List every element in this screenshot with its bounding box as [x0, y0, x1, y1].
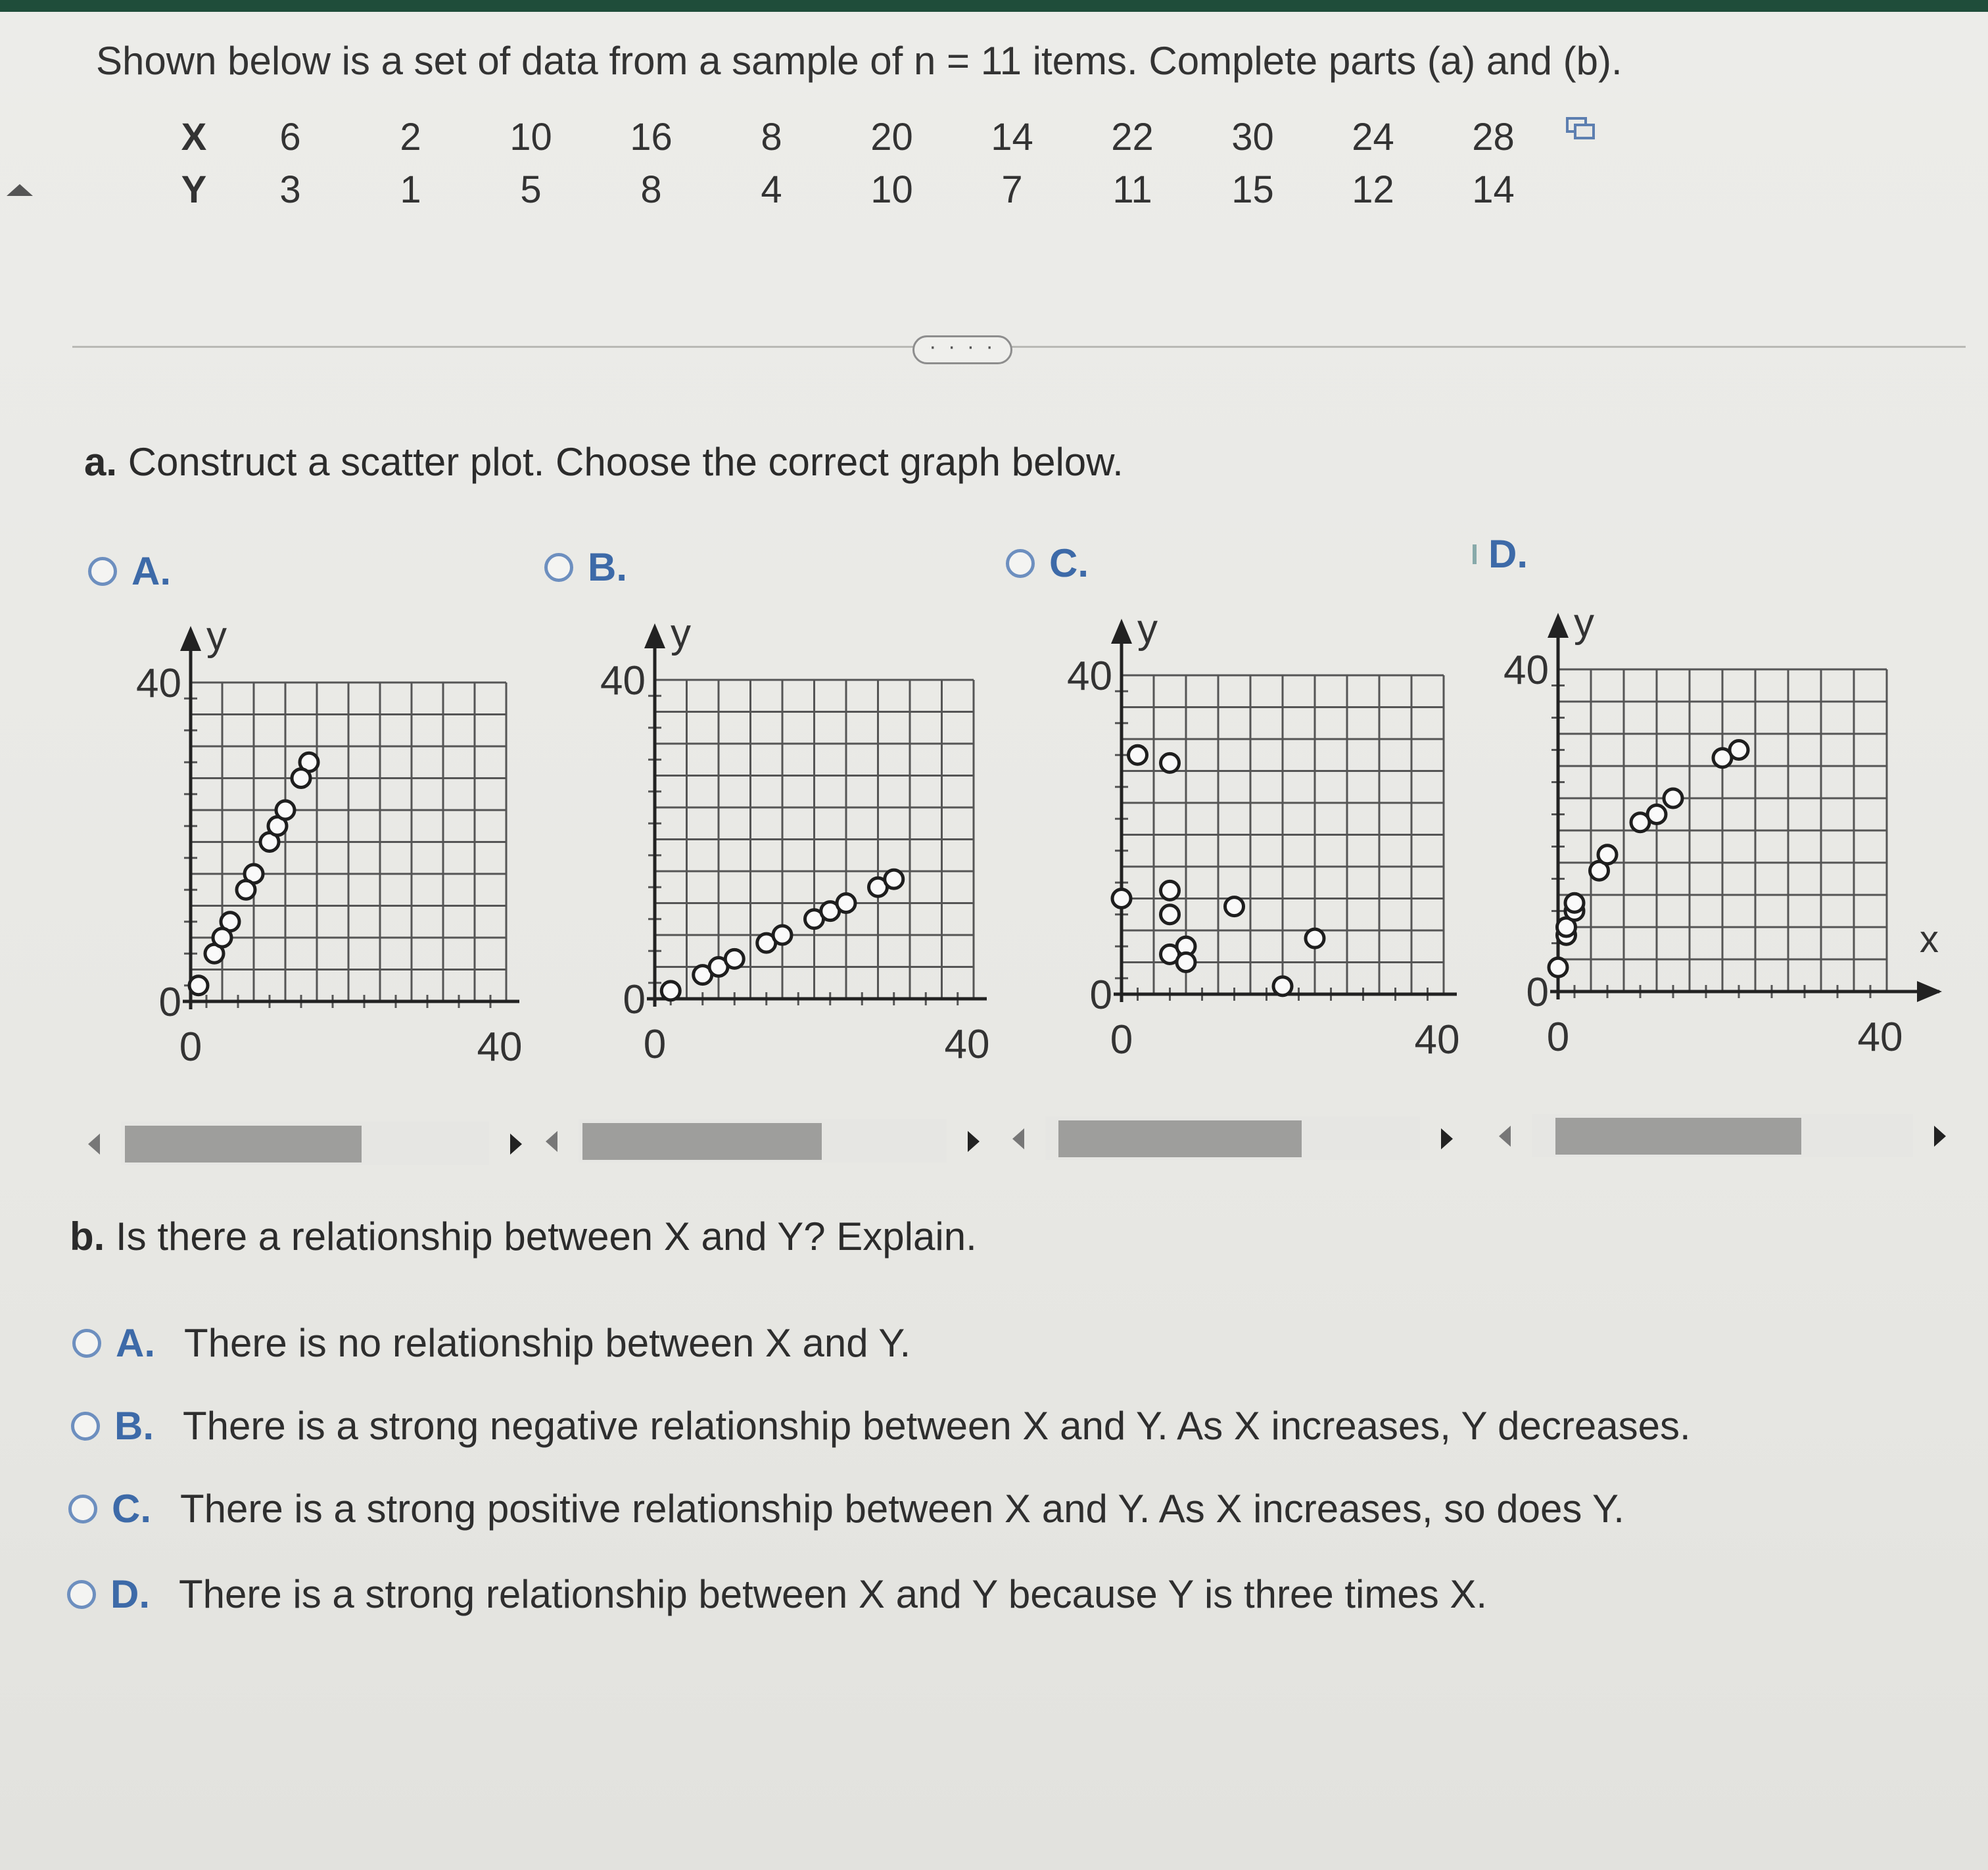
x-axis-arrow-icon	[1917, 981, 1942, 1002]
data-point	[292, 769, 310, 788]
answer-letter: B.	[114, 1404, 154, 1448]
radio-button[interactable]	[71, 1412, 100, 1441]
table-cell: 7	[1001, 168, 1023, 211]
table-cell: 4	[761, 168, 782, 211]
partial-radio-button[interactable]	[1473, 544, 1477, 564]
scroll-left-icon[interactable]	[546, 1131, 557, 1152]
scroll-left-icon[interactable]	[88, 1134, 100, 1155]
graph-option-d[interactable]	[1473, 531, 1528, 577]
data-point	[661, 982, 680, 1000]
part-b-prompt	[70, 1214, 977, 1259]
graph-a-svg	[112, 604, 559, 1103]
scatter-graph-a	[112, 604, 559, 1103]
table-cell: 28	[1472, 115, 1515, 158]
top-bar	[0, 0, 1988, 12]
y-min-label: 0	[1526, 970, 1549, 1015]
radio-button[interactable]	[88, 557, 117, 586]
radio-button[interactable]	[544, 553, 573, 582]
data-point	[189, 976, 208, 995]
collapse-up-icon[interactable]	[7, 184, 33, 196]
show-more-button[interactable]: · · · ·	[912, 335, 1012, 364]
y-axis-label: y	[1574, 600, 1594, 646]
y-max-label: 40	[1503, 648, 1549, 693]
table-row-x	[158, 110, 1553, 163]
y-axis-label: y	[206, 613, 227, 659]
table-cell: 1	[400, 168, 421, 211]
scroll-thumb[interactable]	[125, 1126, 362, 1163]
option-letter: A.	[131, 549, 171, 593]
option-letter: B.	[588, 545, 627, 589]
table-row-y	[158, 163, 1553, 216]
radio-button[interactable]	[72, 1329, 101, 1358]
y-axis-label: y	[671, 611, 691, 656]
data-point	[1730, 741, 1748, 759]
data-point	[1129, 746, 1147, 764]
data-point	[1177, 953, 1195, 972]
x-max-label: 40	[477, 1024, 523, 1070]
table-cell: 16	[630, 115, 673, 158]
y-axis-label: y	[1137, 606, 1158, 652]
table-cell: 12	[1352, 168, 1394, 211]
graph-d-scrollbar[interactable]	[1492, 1114, 1952, 1157]
table-cell: 14	[991, 115, 1033, 158]
table-cell: 22	[1111, 115, 1154, 158]
data-point	[1306, 929, 1324, 947]
scroll-thumb[interactable]	[1555, 1118, 1801, 1155]
graph-b-scrollbar[interactable]	[539, 1119, 986, 1163]
table-header-y: Y	[181, 168, 207, 211]
answer-text: There is a strong relationship between X and Y because Y is three times X.	[179, 1572, 1488, 1616]
scroll-thumb[interactable]	[582, 1123, 822, 1160]
data-point	[1549, 958, 1567, 976]
x-max-label: 40	[1857, 1015, 1903, 1060]
data-table	[158, 110, 1553, 216]
radio-button[interactable]	[68, 1495, 97, 1523]
answer-option-d[interactable]	[67, 1571, 1487, 1617]
data-point	[1664, 789, 1682, 807]
graph-option-b[interactable]	[544, 544, 627, 590]
part-b-text: Is there a relationship between X and Y? Explain.	[116, 1214, 977, 1259]
y-min-label: 0	[158, 980, 181, 1025]
y-max-label: 40	[600, 658, 646, 704]
scroll-right-icon[interactable]	[510, 1134, 522, 1155]
x-min-label: 0	[179, 1024, 202, 1070]
x-axis-label: x	[1920, 918, 1939, 961]
question-page	[0, 12, 1988, 1870]
x-min-label: 0	[1110, 1017, 1133, 1063]
scatter-graph-d	[1473, 590, 1939, 1090]
graph-b-svg	[569, 601, 1016, 1101]
y-max-label: 40	[1067, 654, 1112, 699]
copy-icon[interactable]	[1565, 116, 1596, 142]
table-cell: 3	[279, 168, 301, 211]
y-min-label: 0	[1089, 972, 1112, 1018]
scroll-thumb[interactable]	[1058, 1120, 1302, 1157]
data-point	[1565, 894, 1584, 912]
table-cell: 8	[761, 115, 782, 158]
data-point	[773, 926, 792, 944]
answer-letter: C.	[112, 1487, 151, 1531]
scroll-left-icon[interactable]	[1499, 1126, 1511, 1147]
option-letter: C.	[1049, 541, 1089, 585]
table-cell: 30	[1231, 115, 1274, 158]
divider	[72, 346, 1966, 348]
radio-button[interactable]	[67, 1580, 96, 1609]
y-axis-arrow-icon	[1111, 619, 1132, 644]
y-axis-arrow-icon	[644, 623, 665, 648]
answer-text: There is no relationship between X and Y.	[184, 1321, 911, 1365]
option-letter: D.	[1488, 532, 1528, 576]
scroll-right-icon[interactable]	[1934, 1126, 1946, 1147]
table-cell: 10	[870, 168, 913, 211]
x-min-label: 0	[1546, 1015, 1570, 1060]
table-cell: 11	[1112, 168, 1152, 211]
data-point	[276, 801, 295, 819]
graph-a-scrollbar[interactable]	[82, 1122, 529, 1165]
data-point	[1161, 754, 1179, 772]
answer-letter: A.	[116, 1321, 155, 1365]
table-cell: 15	[1231, 168, 1274, 211]
answer-option-a[interactable]	[72, 1320, 911, 1366]
graph-option-c[interactable]	[1006, 540, 1089, 586]
scatter-graph-b	[569, 601, 1016, 1101]
data-point	[1161, 881, 1179, 899]
table-cell: 14	[1472, 168, 1515, 211]
data-point	[1112, 890, 1131, 908]
part-a-label: a.	[84, 440, 118, 484]
data-point	[837, 894, 855, 913]
data-point	[1225, 898, 1244, 916]
y-max-label: 40	[136, 661, 181, 706]
graph-c-scrollbar[interactable]	[1006, 1116, 1459, 1160]
scroll-right-icon[interactable]	[1441, 1128, 1453, 1149]
graph-c-svg	[1039, 594, 1486, 1094]
table-cell: 24	[1352, 115, 1394, 158]
table-cell: 6	[279, 115, 301, 158]
question-title: Shown below is a set of data from a sample of n = 11 items. Complete parts (a) and (b).	[96, 39, 1622, 83]
part-a-text: Construct a scatter plot. Choose the correct graph below.	[128, 440, 1124, 484]
y-axis-arrow-icon	[1548, 613, 1569, 638]
scroll-left-icon[interactable]	[1012, 1128, 1024, 1149]
answer-option-b[interactable]	[71, 1403, 1691, 1449]
part-b-label: b.	[70, 1214, 105, 1259]
part-a-prompt	[84, 439, 1124, 485]
x-max-label: 40	[1414, 1017, 1460, 1063]
answer-text: There is a strong positive relationship between X and Y. As X increases, so does Y.	[180, 1487, 1624, 1531]
scatter-graph-c	[1039, 594, 1486, 1094]
data-point	[1273, 977, 1292, 995]
data-point	[213, 928, 231, 947]
radio-button[interactable]	[1006, 549, 1035, 578]
table-cell: 20	[870, 115, 913, 158]
data-point	[1161, 905, 1179, 924]
table-cell: 10	[509, 115, 552, 158]
scroll-right-icon[interactable]	[968, 1131, 980, 1152]
table-cell: 8	[640, 168, 662, 211]
y-axis-arrow-icon	[180, 626, 201, 651]
x-max-label: 40	[944, 1022, 990, 1067]
graph-option-a[interactable]	[88, 548, 171, 594]
table-header-x: X	[181, 115, 207, 158]
y-min-label: 0	[623, 977, 646, 1022]
data-point	[1647, 805, 1666, 824]
data-point	[885, 870, 903, 888]
x-min-label: 0	[643, 1022, 667, 1067]
data-point	[237, 880, 255, 899]
table-cell: 2	[400, 115, 421, 158]
table-cell: 5	[520, 168, 542, 211]
answer-letter: D.	[110, 1572, 150, 1616]
data-point	[1598, 846, 1617, 864]
graph-d-svg	[1473, 590, 1939, 1090]
data-point	[725, 949, 744, 968]
answer-text: There is a strong negative relationship between X and Y. As X increases, Y decreases.	[183, 1404, 1691, 1448]
answer-option-c[interactable]	[68, 1486, 1624, 1531]
